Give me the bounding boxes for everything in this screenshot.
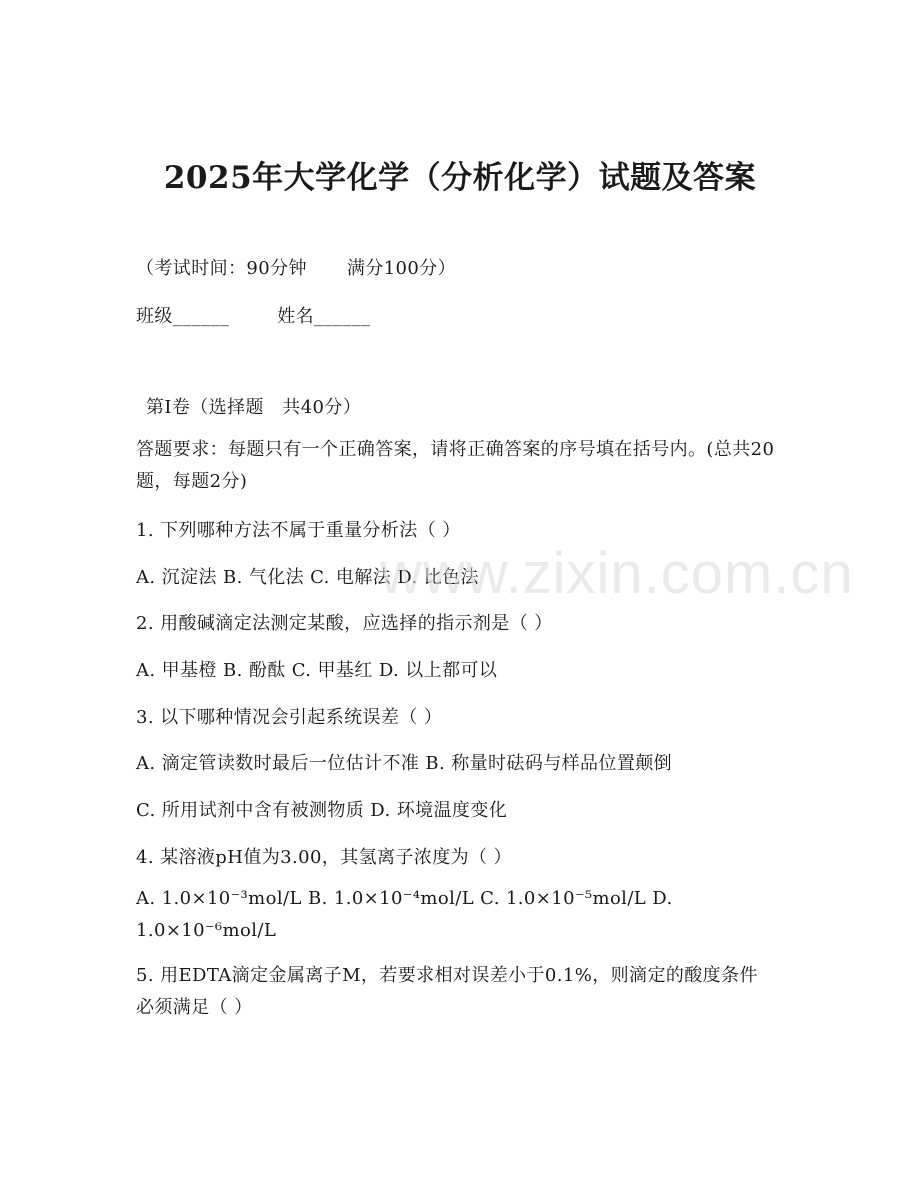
question-1-stem: 1. 下列哪种方法不属于重量分析法（ ） xyxy=(136,520,461,541)
name-field: 姓名______ xyxy=(277,306,371,327)
question-1-options: A. 沉淀法 B. 气化法 C. 电解法 D. 比色法 xyxy=(136,567,479,588)
watermark: www.zixin.com.cn xyxy=(380,541,854,606)
student-fields xyxy=(136,302,370,328)
page-title: 2025年大学化学（分析化学）试题及答案 xyxy=(163,160,757,196)
section-title: 第Ⅰ卷（选择题 共40分） xyxy=(146,397,362,418)
class-field: 班级______ xyxy=(136,306,230,327)
exam-time: （考试时间：90分钟 xyxy=(136,258,307,279)
exam-info xyxy=(136,254,456,280)
question-4-options: A. 1.0×10⁻³mol/L B. 1.0×10⁻⁴mol/L C. 1.0×10⁻⁵mol/L D. 1.0×10⁻⁶mol/L xyxy=(136,888,673,941)
question-2-options: A. 甲基橙 B. 酚酞 C. 甲基红 D. 以上都可以 xyxy=(136,660,498,681)
instructions: 答题要求：每题只有一个正确答案，请将正确答案的序号填在括号内。(总共20题，每题2分) xyxy=(136,439,775,492)
question-3-stem: 3. 以下哪种情况会引起系统误差（ ） xyxy=(136,707,443,728)
question-5-stem: 5. 用EDTA滴定金属离子M，若要求相对误差小于0.1%，则滴定的酸度条件必须满足（ ） xyxy=(136,965,758,1018)
question-3-options-line-1: A. 滴定管读数时最后一位估计不准 B. 称量时砝码与样品位置颠倒 xyxy=(136,753,673,774)
question-2-stem: 2. 用酸碱滴定法测定某酸，应选择的指示剂是（ ） xyxy=(136,613,553,634)
exam-score: 满分100分） xyxy=(346,258,457,279)
question-4-stem: 4. 某溶液pH值为3.00，其氢离子浓度为（ ） xyxy=(136,847,512,868)
question-3-options-line-2: C. 所用试剂中含有被测物质 D. 环境温度变化 xyxy=(136,800,508,821)
